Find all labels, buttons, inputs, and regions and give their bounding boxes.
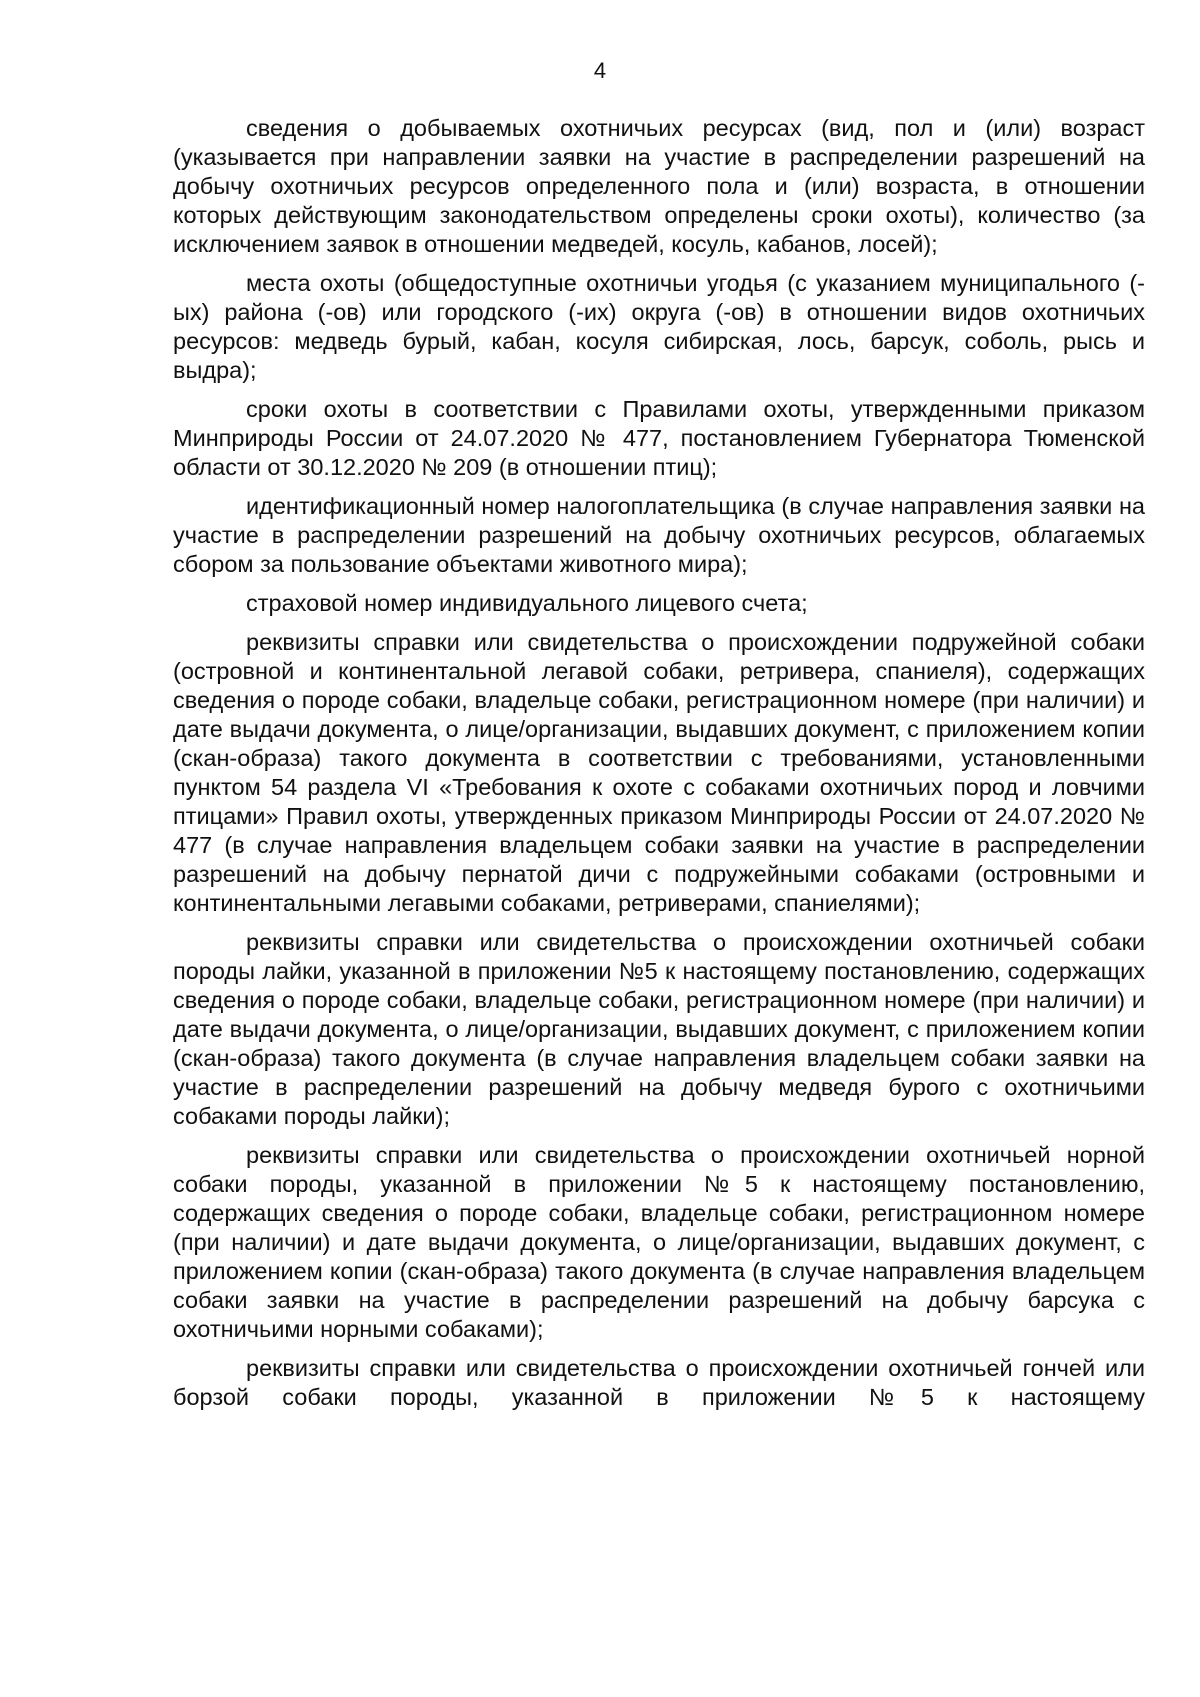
paragraph-insurance-number: страховой номер индивидуального лицевого счета; bbox=[246, 590, 808, 616]
paragraph-burrow-dog-certificate: реквизиты справки или свидетельства о происхождении охотничьей норной собаки породы, указанной в приложении №5 к настоящему постановлению, содержащих сведения о породе собаки, владельце собаки, регистрационном номере (при наличии) и дате выдачи документа, о лице/организации, выдавших документ, с приложением копии (скан-образа) такого документа (в случае направления владельцем собаки заявки на участие в распределении разрешений на добычу барсука с охотничьими норными собаками); bbox=[173, 1142, 1145, 1342]
paragraph-hound-dog-certificate: реквизиты справки или свидетельства о происхождении охотничьей гончей или борзой собаки породы, указанной в приложении №5 к настоящему bbox=[173, 1355, 1145, 1410]
paragraph-laika-dog-certificate: реквизиты справки или свидетельства о происхождении охотничьей собаки породы лайки, указанной в приложении №5 к настоящему постановлению, содержащих сведения о породе собаки, владельце собаки, регистрационном номере (при наличии) и дате выдачи документа, о лице/организации, выдавших документ, с приложением копии (скан-образа) такого документа (в случае направления владельцем собаки заявки на участие в распределении разрешений на добычу медведя бурого с охотничьими собаками породы лайки); bbox=[173, 929, 1145, 1129]
paragraph-hunting-resources: сведения о добываемых охотничьих ресурсах (вид, пол и (или) возраст (указывается при направлении заявки на участие в распределении разрешений на добычу охотничьих ресурсов определенного пола и (или) возраста, в отношении которых действующим законодательством определены сроки охоты), количество (за исключением заявок в отношении медведей, косуль, кабанов, лосей); bbox=[173, 115, 1145, 257]
document-body bbox=[173, 114, 1145, 1412]
paragraph-hunting-periods: сроки охоты в соответствии с Правилами охоты, утвержденными приказом Минприроды России от 24.07.2020 № 477, постановлением Губернатора Тюменской области от 30.12.2020 № 209 (в отношении птиц); bbox=[173, 396, 1145, 480]
page-number: 4 bbox=[593, 58, 607, 83]
paragraph-hunting-places: места охоты (общедоступные охотничьи угодья (с указанием муниципального (-ых) района (-ов) или городского (-их) округа (-ов) в отношении видов охотничьих ресурсов: медведь бурый, кабан, косуля сибирская, лось, барсук, соболь, рысь и выдра); bbox=[173, 270, 1145, 383]
paragraph-gun-dog-certificate: реквизиты справки или свидетельства о происхождении подружейной собаки (островной и континентальной легавой собаки, ретривера, спаниеля), содержащих сведения о породе собаки, владельце собаки, регистрационном номере (при наличии) и дате выдачи документа, о лице/организации, выдавших документ, с приложением копии (скан-образа) такого документа в соответствии с требованиями, установленными пунктом 54 раздела VI «Требования к охоте с собаками охотничьих пород и ловчими птицами» Правил охоты, утвержденных приказом Минприроды России от 24.07.2020 № 477 (в случае направления владельцем собаки заявки на участие в распределении разрешений на добычу пернатой дичи с подружейными собаками (островными и континентальными легавыми собаками, ретриверами, спаниелями); bbox=[173, 629, 1145, 916]
paragraph-taxpayer-id: идентификационный номер налогоплательщика (в случае направления заявки на участие в распределении разрешений на добычу охотничьих ресурсов, облагаемых сбором за пользование объектами животного мира); bbox=[173, 493, 1145, 577]
